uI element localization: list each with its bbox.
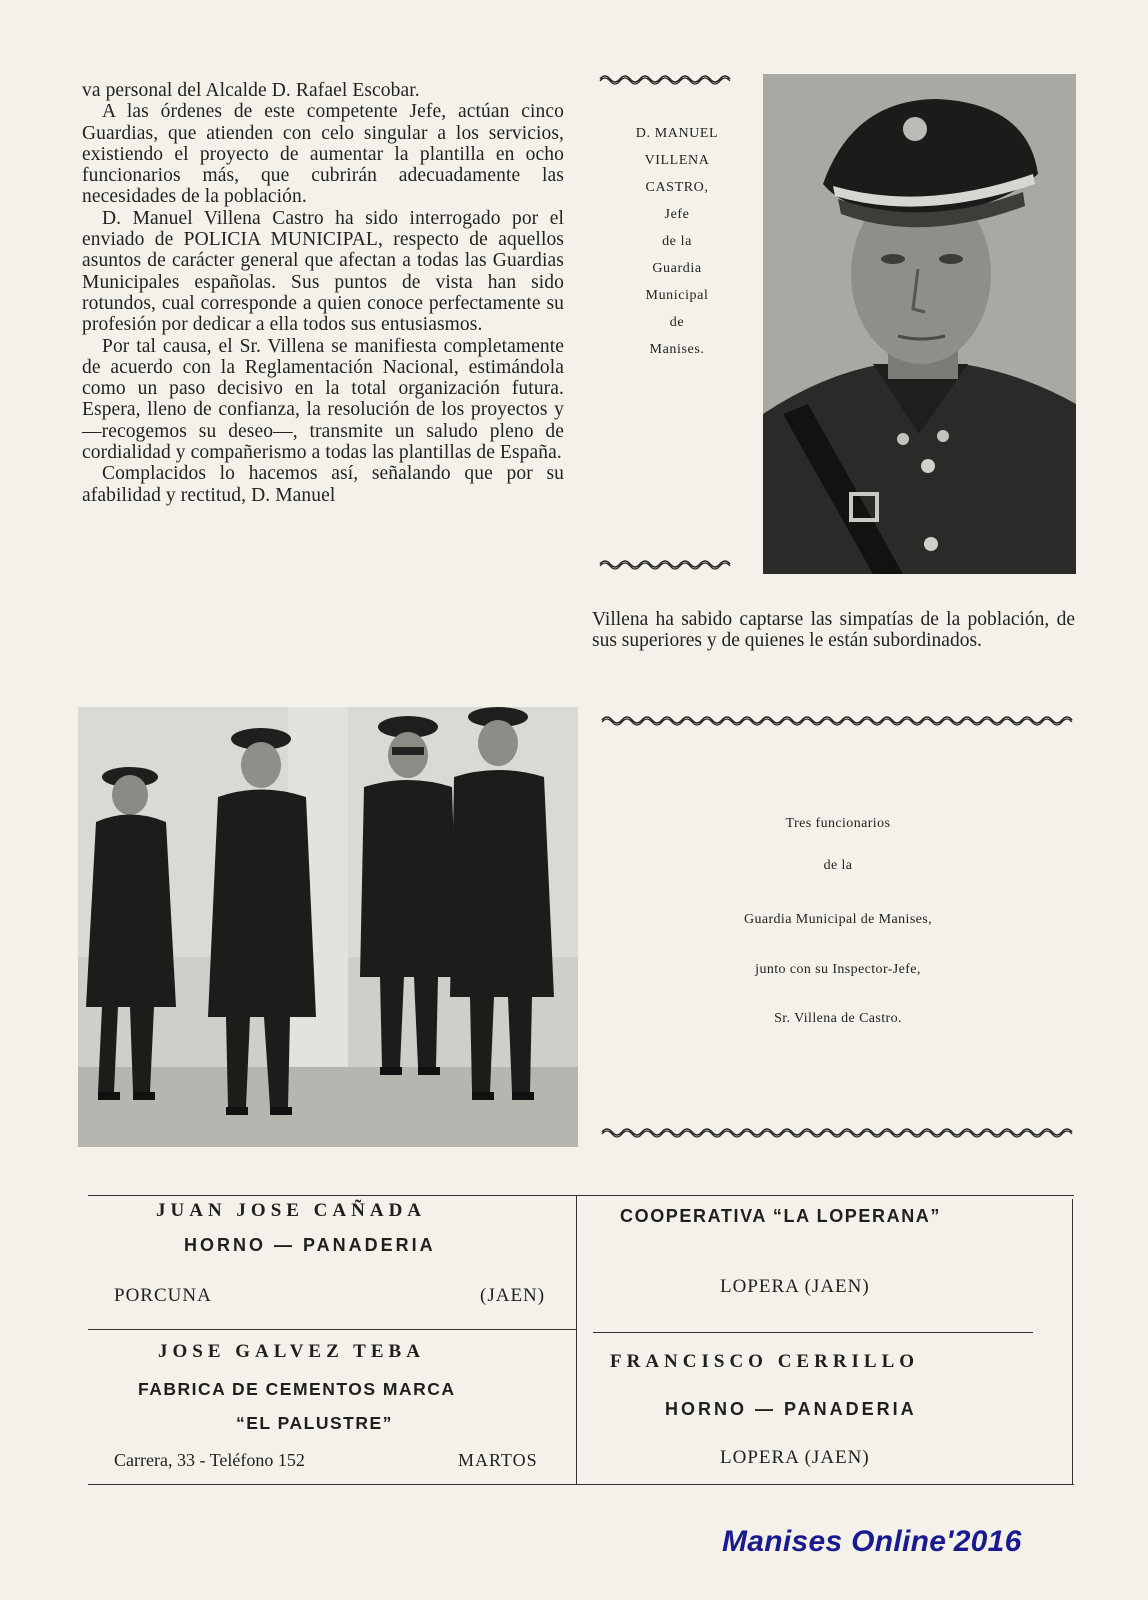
ad-juan-jose-canada-business: HORNO — PANADERIA <box>184 1235 436 1255</box>
ad-francisco-cerrillo-name: FRANCISCO CERRILLO <box>610 1351 920 1372</box>
ad-francisco-cerrillo-business: HORNO — PANADERIA <box>665 1399 917 1419</box>
ad-jose-galvez-teba-address: Carrera, 33 - Teléfono 152 <box>114 1450 305 1470</box>
caption-line: Tres funcionarios <box>785 816 891 831</box>
article-paragraph: Complacidos lo hacemos así, señalando que por su afabilidad y rectitud, D. Manuel <box>82 463 564 506</box>
caption-line: Guardia Municipal de Manises, <box>743 912 933 927</box>
caption-line: Municipal <box>645 288 709 303</box>
caption-line: de <box>669 315 685 330</box>
wavy-rule <box>600 1125 1080 1139</box>
ad-jose-galvez-teba-line1: FABRICA DE CEMENTOS MARCA <box>138 1379 456 1399</box>
ad-juan-jose-canada-name: JUAN JOSE CAÑADA <box>156 1200 427 1221</box>
watermark: Manises Online'2016 <box>722 1525 1022 1558</box>
wavy-rule <box>600 713 1080 727</box>
divider <box>88 1329 576 1330</box>
ad-jose-galvez-teba-town: MARTOS <box>458 1450 538 1470</box>
caption-line: CASTRO, <box>645 180 709 195</box>
caption-line: D. MANUEL <box>635 126 719 141</box>
advertisements <box>88 1195 1074 1485</box>
caption-line: de la <box>662 234 692 249</box>
caption-line: Manises. <box>649 342 705 357</box>
caption-line: junto con su Inspector-Jefe, <box>755 962 921 977</box>
divider <box>593 1332 1033 1333</box>
article-paragraph: D. Manuel Villena Castro ha sido interrogado por el enviado de POLICIA MUNICIPAL, respecto de aquellos asuntos de carácter general que afectan a todas las Guardias Municipales españolas. Sus puntos de vista han sido rotundos, cual corresponde a quien conoce perfectamente su profesión por dedicar a ella todos sus entusiasmos. <box>82 207 564 336</box>
caption-line: Sr. Villena de Castro. <box>774 1011 902 1026</box>
wavy-rule <box>598 557 738 571</box>
ad-juan-jose-canada-town: PORCUNA <box>114 1285 212 1306</box>
article-paragraph: Villena ha sabido captarse las simpatías de la población, de sus superiores y de quienes le están subordinados. <box>592 609 1075 652</box>
caption-line: VILLENA <box>644 153 710 168</box>
divider <box>88 1484 1074 1485</box>
ad-francisco-cerrillo-town: LOPERA (JAEN) <box>720 1447 870 1468</box>
ad-loperana-name: COOPERATIVA “LA LOPERANA” <box>620 1206 942 1226</box>
caption-line: Guardia <box>652 261 702 276</box>
ad-jose-galvez-teba-name: JOSE GALVEZ TEBA <box>158 1341 425 1362</box>
caption-line: de la <box>823 858 853 873</box>
wavy-rule <box>598 72 738 86</box>
article-right-column <box>592 609 1075 652</box>
article-paragraph: va personal del Alcalde D. Rafael Escobar. <box>82 80 420 101</box>
group-photo <box>78 707 578 1147</box>
divider <box>88 1195 1074 1196</box>
group-photo-caption <box>600 816 1076 1036</box>
ad-juan-jose-canada-province: (JAEN) <box>480 1285 546 1306</box>
portrait-photo <box>763 74 1076 574</box>
divider <box>1072 1199 1073 1484</box>
caption-line: Jefe <box>664 207 690 222</box>
article-paragraph: A las órdenes de este competente Jefe, actúan cinco Guardias, que atienden con celo singular a los servicios, existiendo el proyecto de aumentar la plantilla en ocho funcionarios más, que cubrirán adecuadamente las necesidades de la población. <box>82 101 564 208</box>
ad-jose-galvez-teba-line2: “EL PALUSTRE” <box>236 1413 393 1433</box>
article-left-column <box>82 80 564 506</box>
article-paragraph: Por tal causa, el Sr. Villena se manifiesta completamente de acuerdo con la Reglamentación Nacional, estimándola como un paso decisivo en la total organización futura. Espera, lleno de confianza, la resolución de los proyectos y —recogemos su deseo—, transmite un saludo pleno de cordialidad y compañerismo a todas las plantillas de España. <box>82 335 564 464</box>
ad-loperana-town: LOPERA (JAEN) <box>720 1276 870 1297</box>
divider <box>576 1195 577 1485</box>
portrait-caption <box>602 120 752 363</box>
